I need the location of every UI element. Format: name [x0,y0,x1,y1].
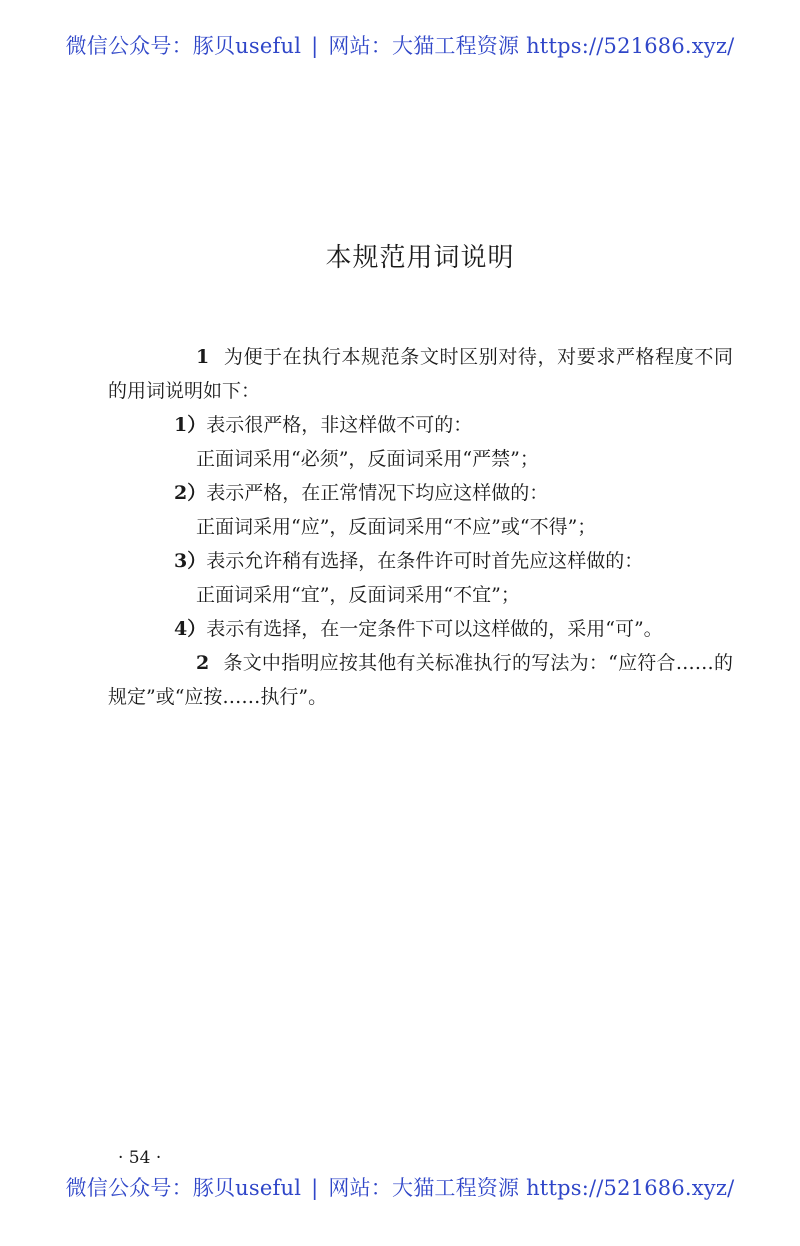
watermark-wechat-text: 微信公众号：豚贝useful [65,34,302,58]
clause-1-item-2 [108,476,733,510]
clause-1-item-4 [108,612,733,646]
watermark-separator: | [311,34,319,58]
clause-1-item-3-sub: 正面词采用“宜”，反面词采用“不宜”； [196,584,520,606]
item-1-index: 1） [174,414,207,436]
watermark-bottom [0,1172,800,1202]
item-2-index: 2） [174,482,207,504]
watermark-website-text: 网站：大猫工程资源 https://521686.xyz/ [328,1176,735,1200]
item-3-text: 表示允许稍有选择，在条件许可时首先应这样做的： [206,550,644,572]
item-2-text: 表示严格，在正常情况下均应这样做的： [206,482,549,504]
watermark-separator: | [311,1176,319,1200]
item-1-text: 表示很严格，非这样做不可的： [206,414,473,436]
clause-1-text: 为便于在执行本规范条文时区别对待，对要求严格程度不同的用词说明如下： [108,346,733,402]
page-number: · 54 · [118,1148,162,1168]
clause-1-item-1 [108,408,733,442]
clause-2-number: 2 [196,652,210,674]
clause-2 [108,646,733,714]
page-title: 本规范用词说明 [325,243,515,273]
clause-1-number: 1 [196,346,210,368]
clause-2-text: 条文中指明应按其他有关标准执行的写法为：“应符合……的规定”或“应按……执行”。 [108,652,733,708]
document-body [108,340,733,714]
item-3-index: 3） [174,550,207,572]
watermark-wechat-text: 微信公众号：豚贝useful [65,1176,302,1200]
clause-1-item-2-sub: 正面词采用“应”，反面词采用“不应”或“不得”； [196,516,597,538]
item-4-index: 4） [174,618,207,640]
watermark-top [0,30,800,60]
watermark-website-text: 网站：大猫工程资源 https://521686.xyz/ [328,34,735,58]
item-4-text: 表示有选择，在一定条件下可以这样做的，采用“可”。 [206,618,663,640]
clause-1-item-3 [108,544,733,578]
clause-1 [108,340,733,408]
clause-1-item-1-sub: 正面词采用“必须”，反面词采用“严禁”； [196,448,539,470]
